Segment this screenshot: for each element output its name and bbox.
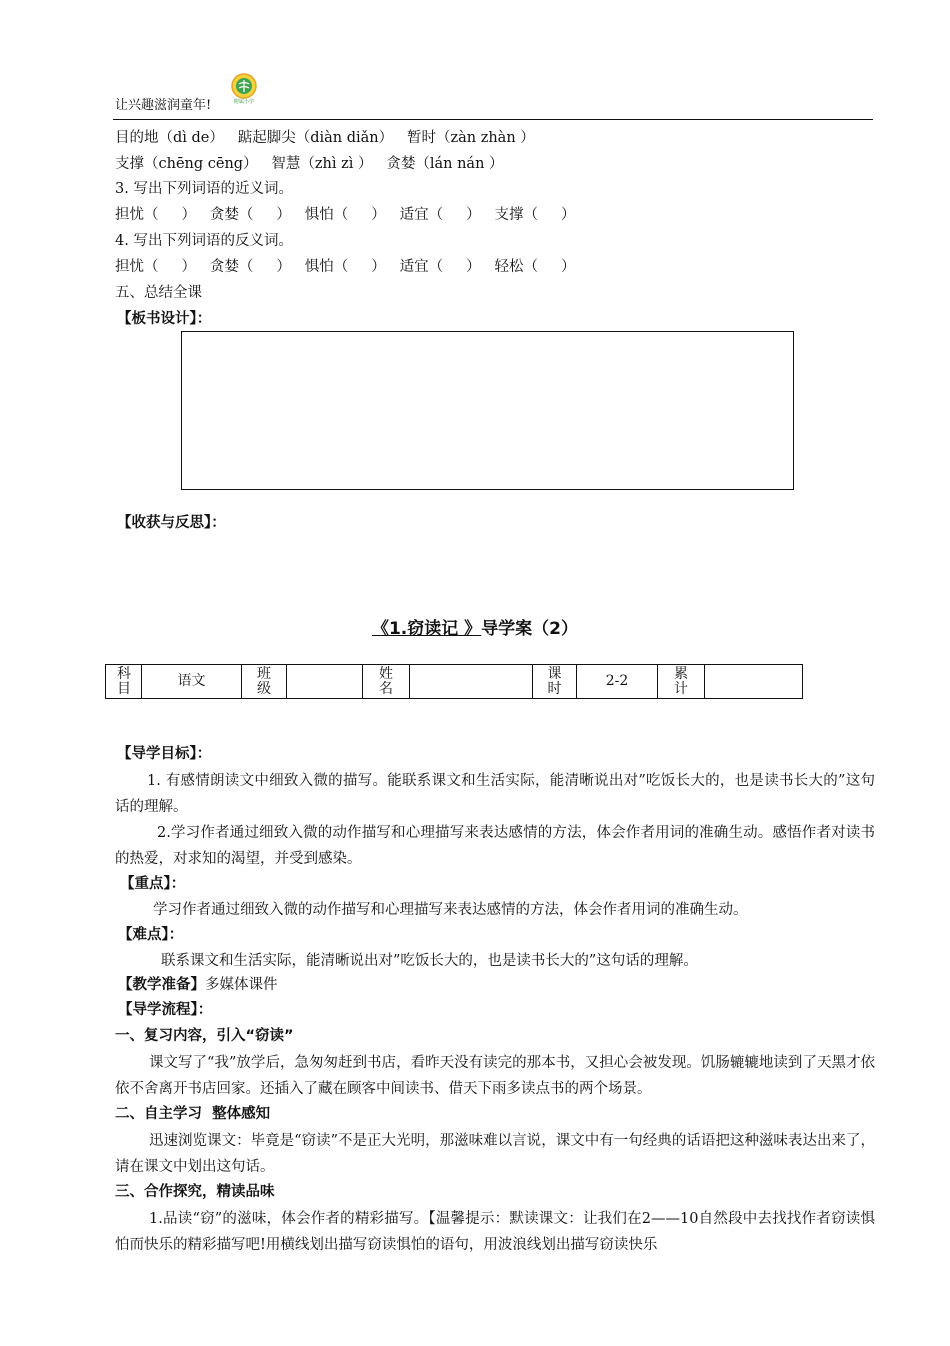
info-table: [105, 664, 803, 699]
subject-value: 语文: [142, 665, 242, 699]
header-slogan: 让兴趣滋润童年!: [115, 98, 212, 113]
preparation: [118, 974, 278, 996]
prep-label: 【教学准备】: [118, 977, 205, 993]
reflection-heading: 【收获与反思】：: [117, 515, 226, 531]
total-label: 累计: [658, 665, 705, 699]
q4-line: 担忧（ ） 贪婪（ ） 惧怕（ ） 适宜（ ） 轻松（ ）: [115, 259, 576, 275]
q4-heading: 4. 写出下列词语的反义词。: [115, 233, 293, 249]
section-3-text: 1.品读“窃”的滋味，体会作者的精彩描写。【温馨提示：默读课文：让我们在2——10自然段中去找找作者窃读惧怕而快乐的精彩描写吧!用横线划出描写窃读惧怕的语句，用波浪线划出描写窃读快乐: [115, 1211, 875, 1253]
subject-label: 科目: [106, 665, 142, 699]
difficulty-heading: 【难点】：: [118, 927, 184, 943]
title-rest: 导学案（2）: [481, 619, 579, 639]
q3-line: 担忧（ ） 贪婪（ ） 惧怕（ ） 适宜（ ） 支撑（ ）: [115, 207, 576, 223]
board-design-box[interactable]: [181, 331, 794, 490]
process-heading: 【导学流程】：: [118, 1002, 213, 1018]
section-1-heading: 一、复习内容，引入“窃读”: [115, 1028, 294, 1044]
summary-heading: 五、总结全课: [115, 285, 202, 301]
header-divider: [113, 119, 873, 120]
period-value: 2-2: [577, 665, 658, 699]
page-title: [0, 614, 950, 639]
name-value[interactable]: [410, 665, 533, 699]
goal-1: 1. 有感情朗读文中细致入微的描写。能联系课文和生活实际，能清晰说出对”吃饭长大的，也是读书长大的”这句话的理解。: [115, 773, 875, 815]
class-label: 班级: [242, 665, 287, 699]
key-heading: 【重点】：: [120, 876, 186, 892]
vocab-line-2: 支撑（chēng cēng） 智慧（zhì zì ） 贪婪（lán nán ）: [115, 156, 504, 172]
name-label: 姓名: [363, 665, 410, 699]
class-value[interactable]: [287, 665, 363, 699]
section-1-text: 课文写了“我”放学后，急匆匆赶到书店，看昨天没有读完的那本书，又担心会被发现。饥肠辘辘地读到了天黑才依依不舍离开书店回家。还插入了藏在顾客中间读书、借天下雨多读点书的两个场景。: [115, 1055, 875, 1097]
period-label: 课时: [533, 665, 577, 699]
board-design-heading: 【板书设计】：: [117, 311, 212, 327]
total-value[interactable]: [705, 665, 803, 699]
section-2-text: 迅速浏览课文：毕竟是“窃读”不是正大光明，那滋味难以言说，课文中有一句经典的话语把这种滋味表达出来了，请在课文中划出这句话。: [115, 1133, 875, 1175]
school-logo-icon: [228, 72, 260, 104]
goal-2: 2.学习作者通过细致入微的动作描写和心理描写来表达感情的方法，体会作者用词的准确生动。感悟作者对读书的热爱，对求知的渴望，并受到感染。: [115, 825, 875, 867]
section-3-heading: 三、合作探究，精读品味: [115, 1184, 275, 1200]
goals-heading: 【导学目标】：: [117, 746, 212, 762]
section-2-heading: 二、自主学习 整体感知: [115, 1106, 271, 1122]
prep-text: 多媒体课件: [205, 977, 278, 993]
title-lesson: 《1.窃读记 》: [371, 619, 482, 639]
q3-heading: 3. 写出下列词语的近义词。: [115, 181, 293, 197]
difficulty-text: 联系课文和生活实际，能清晰说出对”吃饭长大的，也是读书长大的”这句话的理解。: [161, 953, 698, 969]
logo-text: 附属小学: [233, 99, 255, 104]
key-text: 学习作者通过细致入微的动作描写和心理描写来表达感情的方法，体会作者用词的准确生动。: [153, 902, 748, 918]
vocab-line-1: 目的地（dì de） 踮起脚尖（diàn diǎn） 暂时（zàn zhàn ）: [115, 130, 535, 146]
